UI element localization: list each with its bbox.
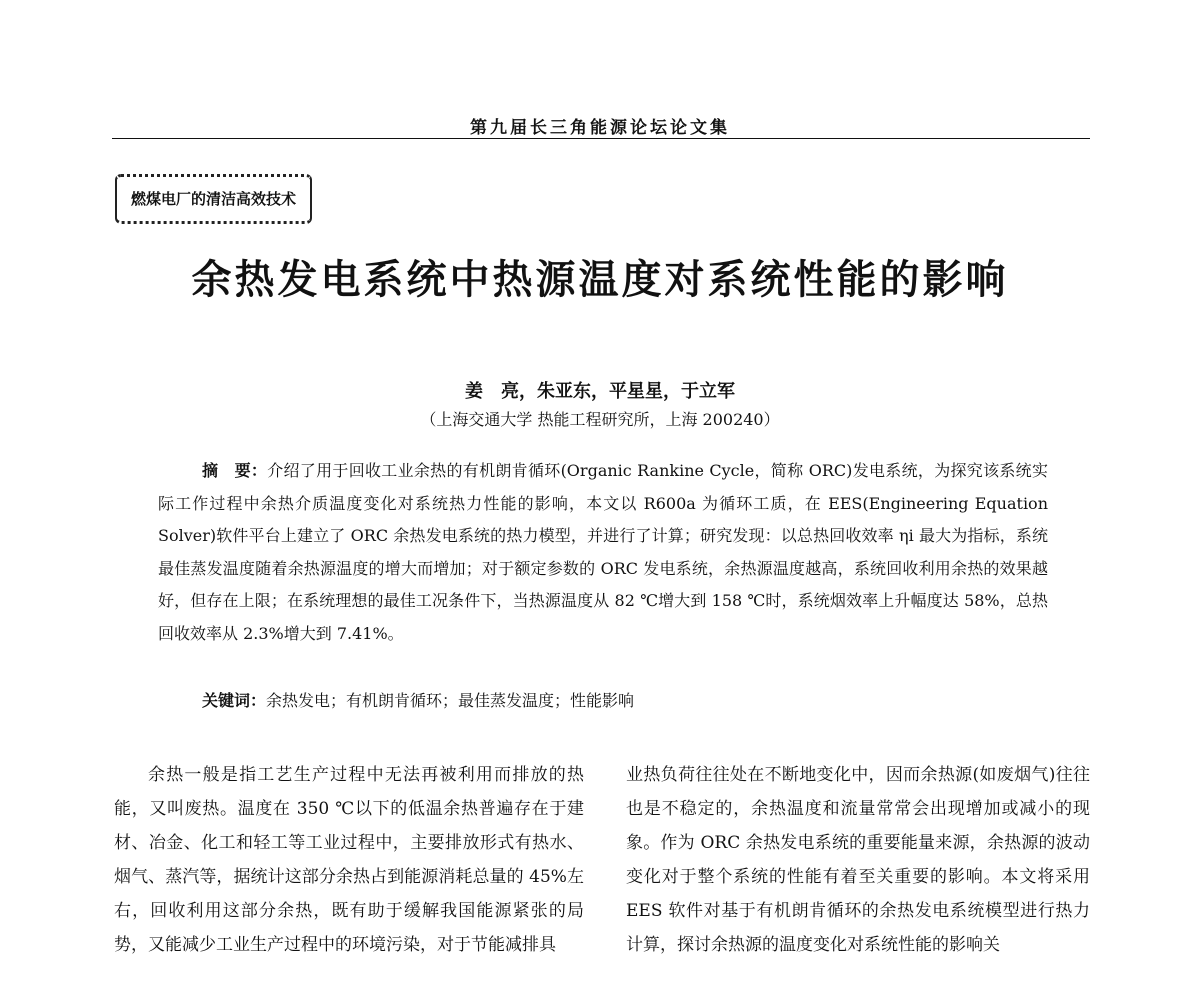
keywords (202, 688, 1062, 711)
affiliation: （上海交通大学 热能工程研究所，上海 200240） (420, 410, 780, 429)
abstract (158, 455, 1048, 650)
body-left-column: 余热一般是指工艺生产过程中无法再被利用而排放的热能，又叫废热。温度在 350 ℃以下的低温余热普遍存在于建材、冶金、化工和轻工等工业过程中，主要排放形式有热水、烟气、蒸汽等，据统计这部分余热占到能源消耗总量的 45%左右，回收利用这部分余热，既有助于缓解我国能源紧张的局势，又能减少工业生产过程中的环境污染，对于节能减排具 (114, 765, 584, 955)
paper-title: 余热发电系统中热源温度对系统性能的影响 (191, 257, 1009, 303)
author-list: 姜 亮，朱亚东，平星星，于立军 (465, 381, 735, 402)
running-header: 第九届长三角能源论坛论文集 (470, 118, 730, 138)
keywords-label: 关键词： (202, 691, 267, 710)
section-label: 燃煤电厂的清洁高效技术 (115, 174, 312, 224)
keywords-text: 余热发电；有机朗肯循环；最佳蒸发温度；性能影响 (266, 691, 635, 710)
body-right-column: 业热负荷往往处在不断地变化中，因而余热源(如废烟气)往往也是不稳定的，余热温度和流量常常会出现增加或减小的现象。作为 ORC 余热发电系统的重要能量来源，余热源的波动变化对于整个系统的性能有着至关重要的影响。本文将采用 EES 软件对基于有机朗肯循环的余热发电系统模型进行热力计算，探讨余热源的温度变化对系统性能的影响关 (626, 765, 1090, 955)
header-rule (112, 138, 1090, 139)
abstract-label: 摘 要： (202, 461, 268, 480)
abstract-text: 介绍了用于回收工业余热的有机朗肯循环(Organic Rankine Cycle，简称 ORC)发电系统，为探究该系统实际工作过程中余热介质温度变化对系统热力性能的影响，本文以 R600a 为循环工质，在 EES(Engineering Equation Solver)软件平台上建立了 ORC 余热发电系统的热力模型，并进行了计算；研究发现：以总热回收效率 ηi 最大为指标，系统最佳蒸发温度随着余热源温度的增大而增加；对于额定参数的 ORC 发电系统，余热源温度越高，系统回收利用余热的效果越好，但存在上限；在系统理想的最佳工况条件下，当热源温度从 82 ℃增大到 158 ℃时，系统烟效率上升幅度达 58%，总热回收效率从 2.3%增大到 7.41%。 (158, 461, 1048, 643)
